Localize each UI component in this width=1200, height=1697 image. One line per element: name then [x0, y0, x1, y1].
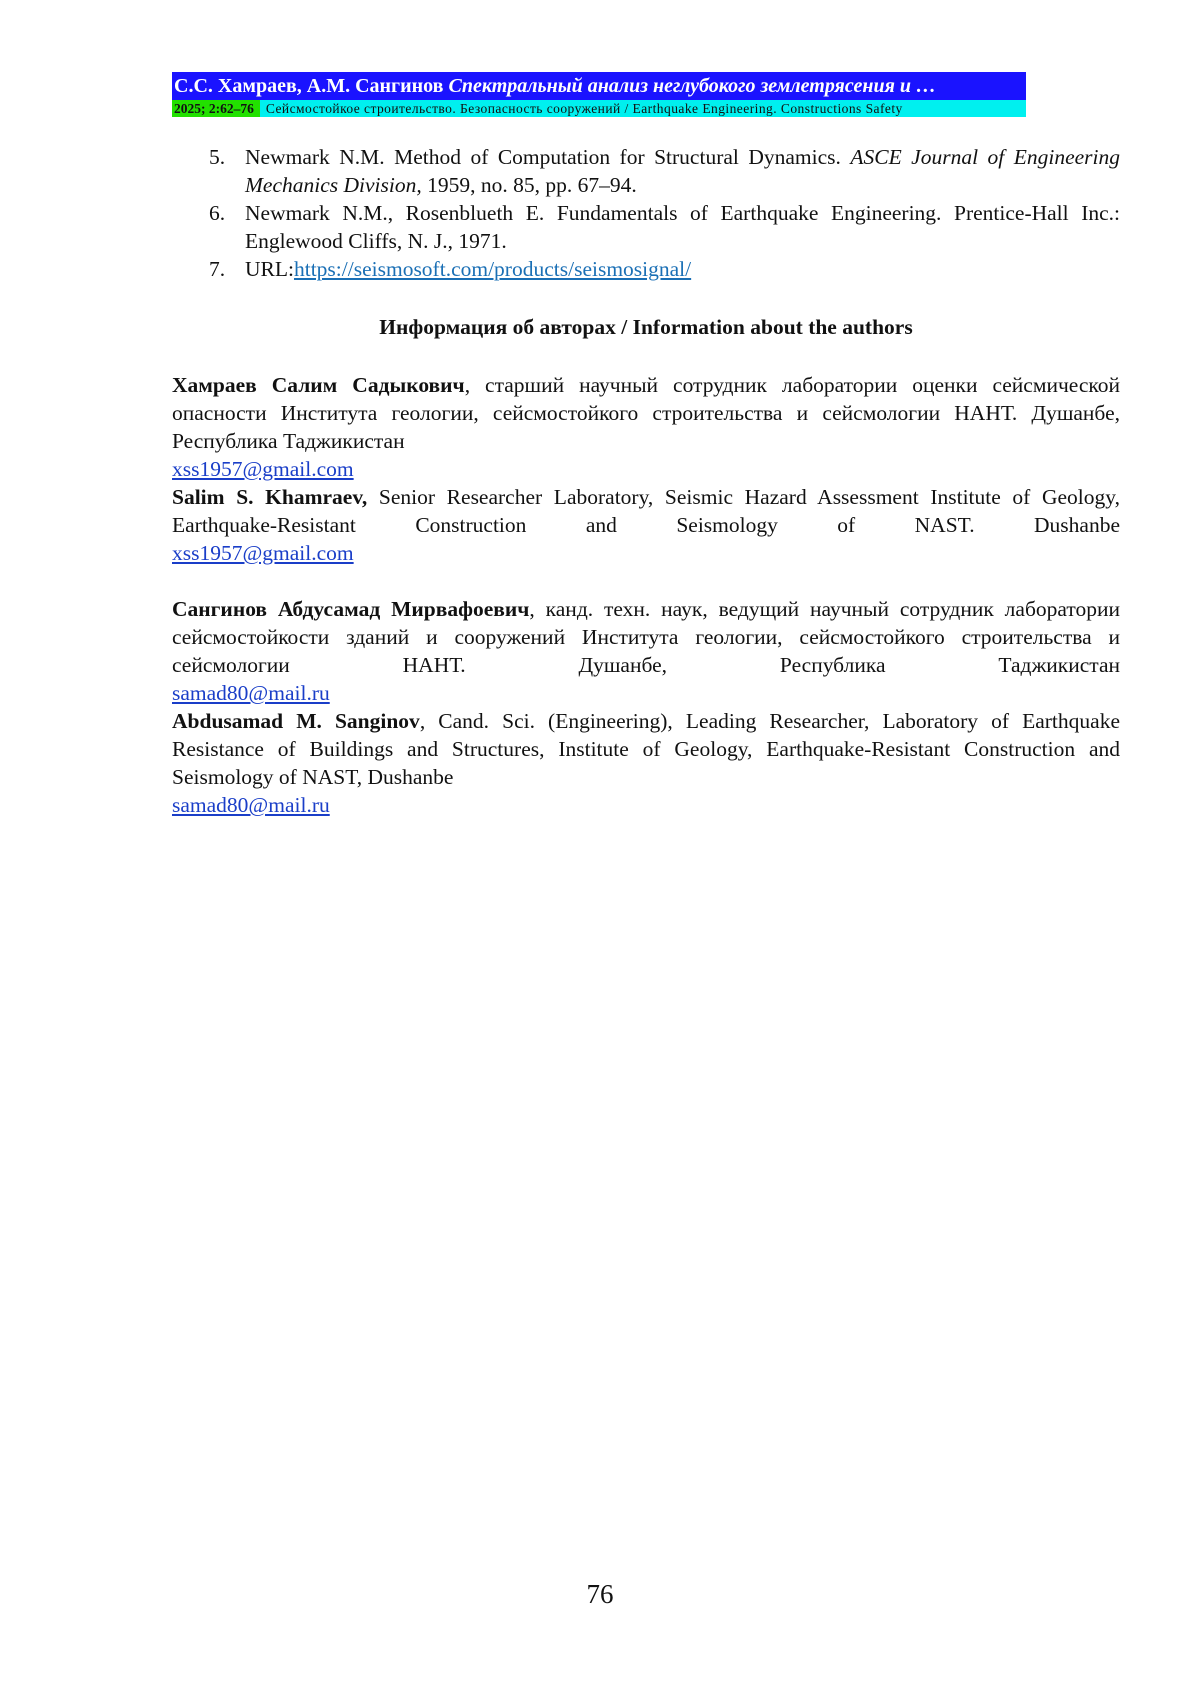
- reference-number: 7.: [209, 257, 226, 281]
- author-ru-description: , старший научный сотрудник лаборатории оценки сейсмической опасности Института геологии, сейсмостойкого строительства и сейсмологии НАНТ. Душанбе, Республика Таджикистан: [172, 373, 1121, 453]
- author-ru-name: Сангинов Абдусамад Мирвафоевич: [172, 597, 530, 621]
- header-article-title: Спектральный анализ неглубокого землетрясения и …: [448, 75, 937, 97]
- reference-details: 1959, no. 85, pp. 67–94.: [421, 173, 637, 197]
- author-en-info: [172, 483, 1120, 539]
- reference-number: 6.: [209, 201, 226, 225]
- reference-item: [172, 255, 1120, 283]
- author-en-name: Abdusamad M. Sanginov: [172, 709, 420, 733]
- author-en-name: Salim S. Khamraev,: [172, 485, 368, 509]
- header-journal: Сейсмостойкое строительство. Безопасность сооружений / Earthquake Engineering. Constructions Safety: [260, 100, 1026, 117]
- reference-number: 5.: [209, 145, 226, 169]
- authors-section-title: Информация об авторах / Information about the authors: [379, 315, 913, 339]
- author-block: [172, 595, 1120, 819]
- reference-text: Newmark N.M., Rosenblueth E. Fundamentals of Earthquake Engineering. Prentice-Hall Inc.: Englewood Cliffs, N. J., 1971.: [245, 201, 1120, 253]
- author-email-link[interactable]: xss1957@gmail.com: [172, 457, 354, 481]
- running-header-title-bar: [172, 72, 1026, 100]
- author-en-description: , Cand. Sci. (Engineering), Leading Researcher, Laboratory of Earthquake Resistance of Buildings and Structures, Institute of Geology, Earthquake-Resistant Construction and Seismology of NAST, Dushanbe: [172, 709, 1120, 789]
- header-volume: 2025; 2:62–76: [172, 100, 260, 117]
- author-ru-info: [172, 595, 1120, 679]
- reference-url-prefix: URL:: [245, 257, 294, 281]
- author-email-link[interactable]: xss1957@gmail.com: [172, 541, 354, 565]
- running-header-journal-bar: [172, 100, 1026, 117]
- author-email-link[interactable]: samad80@mail.ru: [172, 681, 330, 705]
- page-number: 76: [586, 1579, 614, 1609]
- author-en-description: Senior Researcher Laboratory, Seismic Hazard Assessment Institute of Geology, Earthquake-Resistant Construction and Seismology of NAST. Dushanbe: [172, 485, 1120, 537]
- reference-item: [172, 143, 1120, 199]
- reference-url-link[interactable]: https://seismosoft.com/products/seismosignal/: [293, 257, 692, 281]
- reference-item: [172, 199, 1120, 255]
- author-ru-description: , канд. техн. наук, ведущий научный сотрудник лаборатории сейсмостойкости зданий и сооружений Института геологии, сейсмостойкого строительства и сейсмологии НАНТ. Душанбе, Республика Таджикистан: [172, 597, 1120, 677]
- reference-list: [172, 143, 1120, 283]
- author-email-link[interactable]: samad80@mail.ru: [172, 793, 330, 817]
- header-authors: С.С. Хамраев, А.М. Сангинов: [174, 75, 444, 97]
- author-en-info: [172, 707, 1120, 791]
- author-ru-info: [172, 371, 1120, 455]
- author-ru-name: Хамраев Салим Садыкович: [172, 373, 465, 397]
- reference-text: Newmark N.M. Method of Computation for Structural Dynamics.: [245, 145, 851, 169]
- reference-journal: ASCE Journal of Engineering Mechanics Division,: [245, 145, 1120, 197]
- author-block: [172, 371, 1120, 567]
